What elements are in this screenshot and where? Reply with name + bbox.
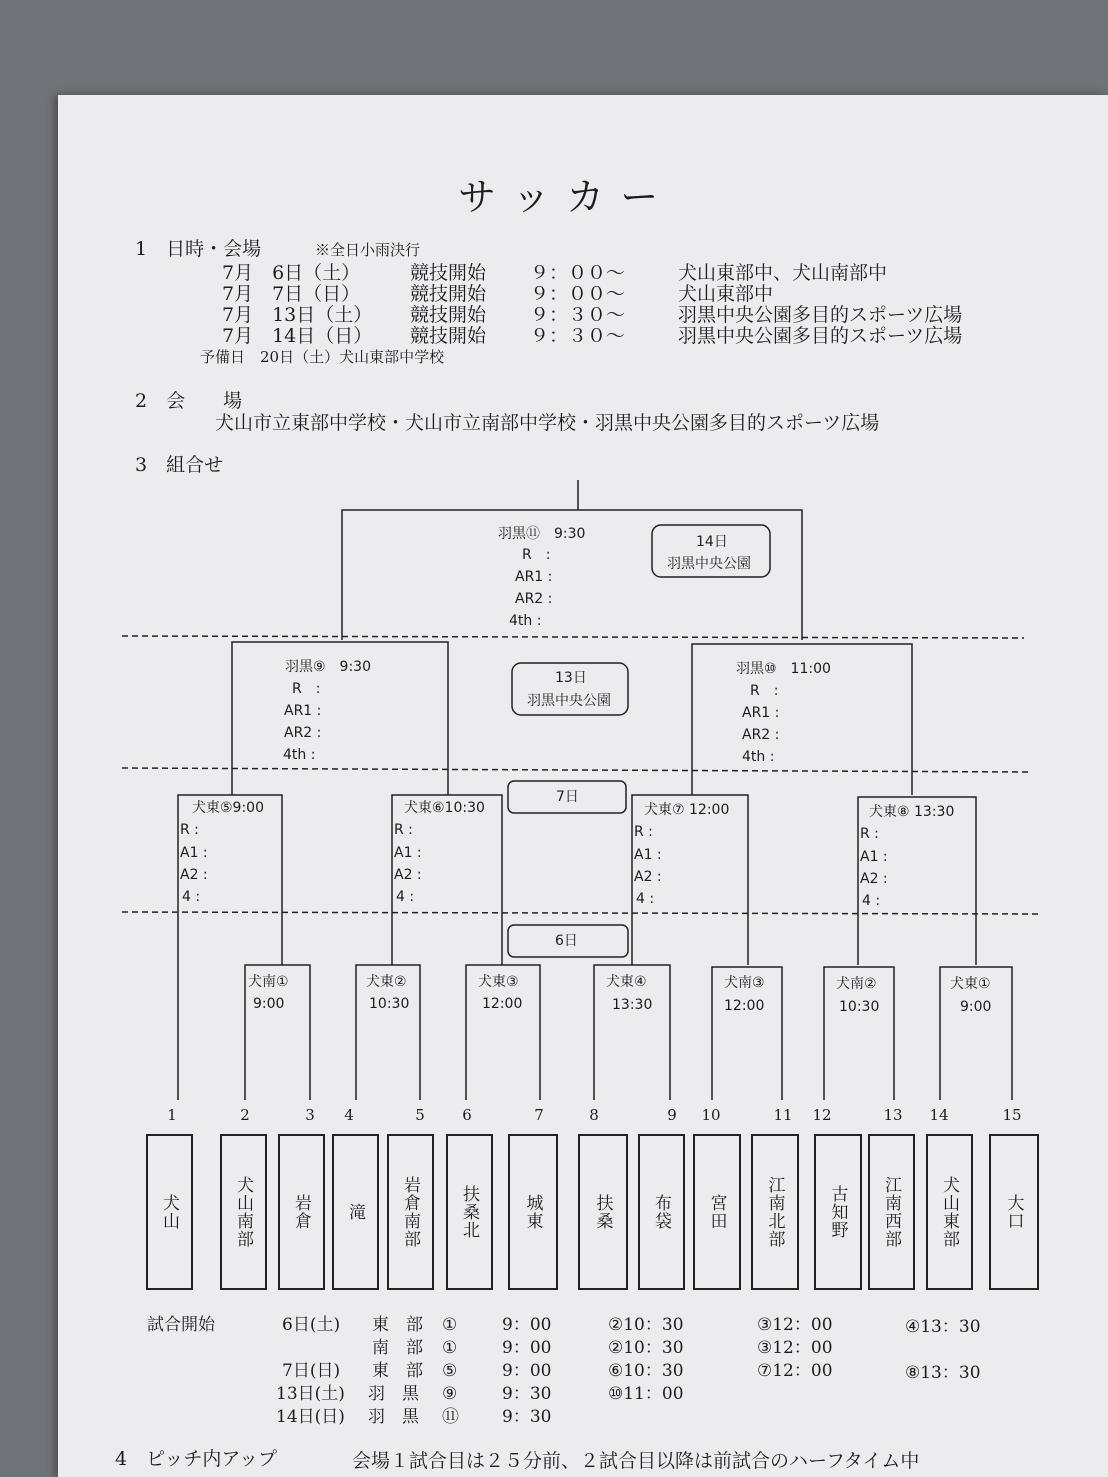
page-title: サ ッ カ ー [458, 175, 661, 219]
team-box: 大口 [989, 1134, 1039, 1290]
r1-day: 6日 [555, 933, 578, 949]
final-day: 14日 [696, 534, 728, 550]
team-box: 宮田 [693, 1134, 741, 1290]
team-box: 犬山南部 [220, 1134, 267, 1290]
team-box: 江南西部 [868, 1134, 915, 1290]
team-number: 6 [462, 1106, 472, 1124]
team-box: 江南北部 [751, 1134, 799, 1290]
semi-day: 13日 [555, 670, 587, 686]
team-number: 12 [812, 1106, 832, 1124]
team-box: 布袋 [638, 1134, 685, 1290]
team-number: 5 [415, 1106, 425, 1124]
team-number: 11 [773, 1106, 793, 1124]
semi-place: 羽黒中央公園 [527, 693, 611, 709]
start-times-label: 試合開始 [147, 1315, 215, 1335]
team-number: 15 [1002, 1106, 1022, 1124]
reserve-day: 予備日 20日（土）犬山東部中学校 [200, 348, 445, 366]
team-box: 滝 [332, 1134, 379, 1290]
qf-day: 7日 [556, 789, 579, 805]
team-number: 13 [883, 1106, 903, 1124]
team-number: 3 [305, 1106, 315, 1124]
team-box: 岩倉 [278, 1134, 325, 1290]
team-box: 扶桑北 [446, 1134, 493, 1290]
team-number: 1 [167, 1106, 177, 1124]
team-box: 古知野 [814, 1134, 862, 1290]
section4-text: 会場１試合目は２５分前、２試合目以降は前試合のハーフタイム中 [352, 1450, 920, 1472]
rain-note: ※全日小雨決行 [315, 241, 421, 259]
team-number: 9 [667, 1106, 677, 1124]
final-place: 羽黒中央公園 [667, 556, 751, 572]
section4-heading: 4 ピッチ内アップ [115, 1448, 277, 1470]
team-number: 10 [701, 1106, 721, 1124]
team-box: 犬山東部 [926, 1134, 973, 1290]
section3-heading: 3 組合せ [135, 454, 224, 476]
section2-heading: 2 会 場 [135, 390, 243, 412]
team-box: 城東 [508, 1134, 558, 1290]
team-number: 4 [344, 1106, 354, 1124]
team-box: 岩倉南部 [387, 1134, 434, 1290]
team-box: 犬山 [146, 1134, 193, 1290]
team-box: 扶桑 [578, 1134, 628, 1290]
team-number: 7 [534, 1106, 544, 1124]
venue-list: 犬山市立東部中学校・犬山市立南部中学校・羽黒中央公園多目的スポーツ広場 [215, 412, 880, 434]
section1-heading: 1 日時・会場 [135, 238, 262, 260]
team-number: 8 [589, 1106, 599, 1124]
team-number: 14 [929, 1106, 949, 1124]
team-number: 2 [240, 1106, 250, 1124]
